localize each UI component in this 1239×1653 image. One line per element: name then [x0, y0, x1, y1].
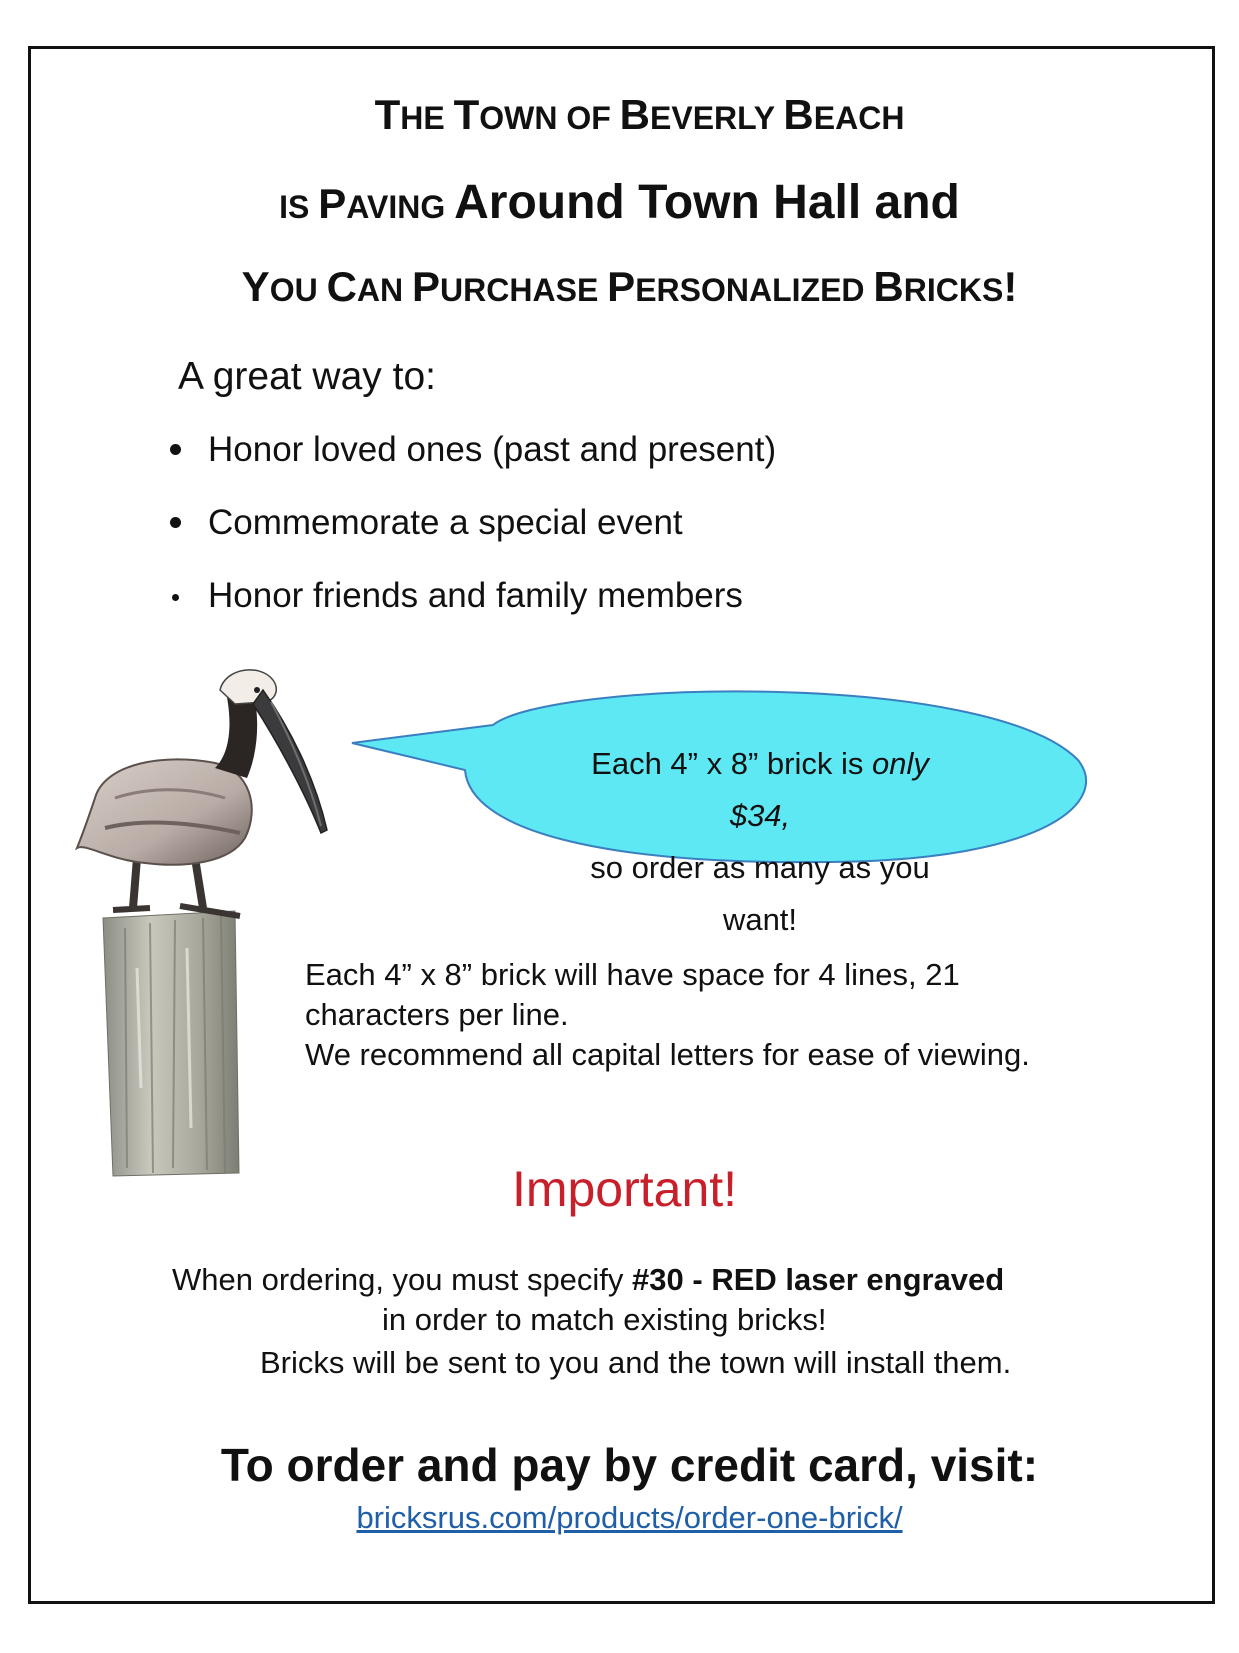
title-segment: T — [374, 91, 401, 138]
title-segment: T — [453, 91, 480, 138]
title-segment: IS — [279, 189, 319, 225]
list-item-label: Honor loved ones (past and present) — [208, 430, 777, 469]
ordering-prefix: When ordering, you must specify — [172, 1262, 633, 1297]
bubble-line-2: so order as many as you want! — [590, 850, 930, 937]
title-segment: B — [619, 91, 650, 138]
list-item — [160, 503, 776, 576]
intro-text: A great way to: — [178, 355, 436, 398]
brick-info-line-2: characters per line. — [305, 997, 569, 1032]
title-segment: OWN OF — [479, 100, 620, 136]
title-line-2 — [0, 175, 1239, 230]
cta-heading: To order and pay by credit card, visit: — [220, 1439, 1039, 1491]
title-segment: C — [326, 263, 357, 310]
ordering-line-2: in order to match existing bricks! — [382, 1302, 827, 1337]
benefit-list — [160, 430, 776, 649]
bullet-icon — [172, 594, 179, 601]
title-segment: EVERLY — [650, 100, 784, 136]
title-segment: Around Town Hall and — [454, 176, 960, 229]
title-segment: P — [607, 263, 636, 310]
title-segment: B — [783, 91, 814, 138]
bubble-text — [560, 738, 960, 946]
title-segment: HE — [400, 100, 454, 136]
important-heading: Important! — [511, 1161, 738, 1217]
title-segment: AVING — [346, 189, 455, 225]
title-segment: AN — [356, 272, 413, 308]
title-segment: Y — [241, 263, 270, 310]
bubble-price: only $34, — [729, 746, 929, 833]
title-segment: RICKS — [903, 272, 1004, 308]
list-item-label: Commemorate a special event — [208, 503, 683, 542]
title-segment: P — [318, 180, 347, 227]
title-segment: B — [873, 263, 904, 310]
bubble-price-prefix: Each 4” x 8” brick is — [591, 746, 872, 781]
list-item — [160, 576, 776, 649]
title-segment: ERSONALIZED — [635, 272, 874, 308]
title-segment: OU — [269, 272, 327, 308]
list-item — [160, 430, 776, 503]
title-segment: EACH — [813, 100, 905, 136]
title-segment: P — [412, 263, 441, 310]
order-link[interactable]: bricksrus.com/products/order-one-brick/ — [356, 1500, 903, 1535]
title-segment: ! — [1003, 263, 1018, 310]
brick-info-line-1: Each 4” x 8” brick will have space for 4 lines, 21 — [305, 957, 960, 992]
brick-info-line-3: We recommend all capital letters for ease of viewing. — [305, 1037, 1030, 1072]
brick-info — [305, 955, 1030, 1075]
ordering-line-1 — [172, 1260, 1004, 1300]
bullet-icon — [170, 517, 181, 528]
list-item-label: Honor friends and family members — [208, 576, 743, 615]
title-line-1 — [0, 91, 1239, 139]
title-line-3 — [0, 263, 1239, 311]
pelican-on-post-illustration — [75, 668, 365, 1183]
ordering-line-3: Bricks will be sent to you and the town will install them. — [260, 1345, 1012, 1380]
ordering-spec: #30 - RED laser engraved — [632, 1262, 1005, 1297]
bullet-icon — [170, 444, 181, 455]
title-segment: URCHASE — [440, 272, 608, 308]
